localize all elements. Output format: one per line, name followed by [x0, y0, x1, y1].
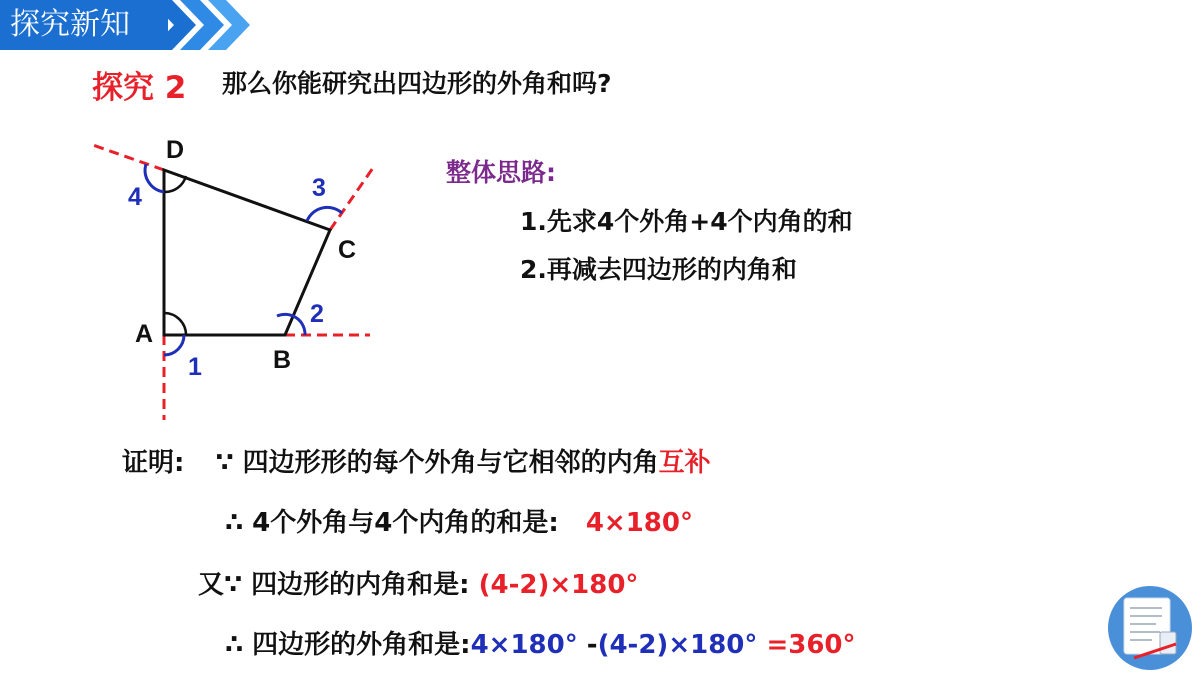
quadrilateral-diagram [80, 130, 400, 430]
sum-value: 4×180° [585, 508, 693, 538]
extension-line-c [330, 165, 375, 230]
therefore-symbol: ∴ [225, 508, 244, 538]
angle-label-1: 1 [188, 353, 202, 381]
angle-label-4: 4 [128, 183, 142, 211]
proof-line-4-text: 四边形的外角和是: [252, 630, 471, 660]
proof-prefix: 证明: [122, 448, 185, 478]
angle-label-3: 3 [312, 174, 326, 202]
vertex-label-b: B [273, 346, 292, 374]
section-title: 探究新知 [10, 7, 130, 42]
idea-title: 整体思路: [446, 158, 556, 187]
because-symbol: ∵ [215, 448, 234, 478]
expression-2: (4-2)×180° [597, 630, 758, 660]
result-value: =360° [766, 630, 856, 660]
extension-line-d [90, 144, 164, 170]
proof-line-1 [122, 442, 711, 479]
interior-angle-arc-a [164, 313, 186, 335]
therefore-symbol-2: ∴ [225, 630, 244, 660]
exterior-angle-arc-1 [164, 335, 184, 355]
supplementary-highlight: 互补 [658, 448, 711, 478]
proof-line-4 [225, 624, 856, 661]
vertex-label-d: D [166, 136, 185, 164]
minus-sign: - [586, 630, 598, 660]
proof-line-1-text: 四边形形的每个外角与它相邻的内角 [242, 448, 659, 478]
proof-line-2 [225, 502, 693, 539]
proof-line-3-text: 四边形的内角和是: [251, 570, 470, 600]
chevron-arrows-icon [150, 0, 260, 50]
angle-label-2: 2 [310, 300, 324, 328]
also-because-symbol: 又∵ [198, 570, 243, 600]
idea-step-2: 2.再减去四边形的内角和 [520, 255, 797, 284]
proof-line-3 [198, 564, 638, 601]
notebook-illustration-icon [1104, 580, 1196, 672]
question-text: 那么你能研究出四边形的外角和吗? [222, 69, 612, 98]
vertex-label-c: C [338, 236, 357, 264]
exterior-angle-arc-3 [307, 207, 342, 221]
interior-angle-arc-d [164, 176, 186, 192]
proof-line-2-text: 4个外角与4个内角的和是: [252, 508, 559, 538]
expression-1: 4×180° [470, 630, 578, 660]
quadrilateral-shape [164, 170, 330, 335]
vertex-label-a: A [135, 320, 154, 348]
explore-tag: 探究 2 [92, 70, 187, 106]
idea-step-1: 1.先求4个外角+4个内角的和 [520, 207, 853, 236]
interior-sum-value: (4-2)×180° [478, 570, 639, 600]
